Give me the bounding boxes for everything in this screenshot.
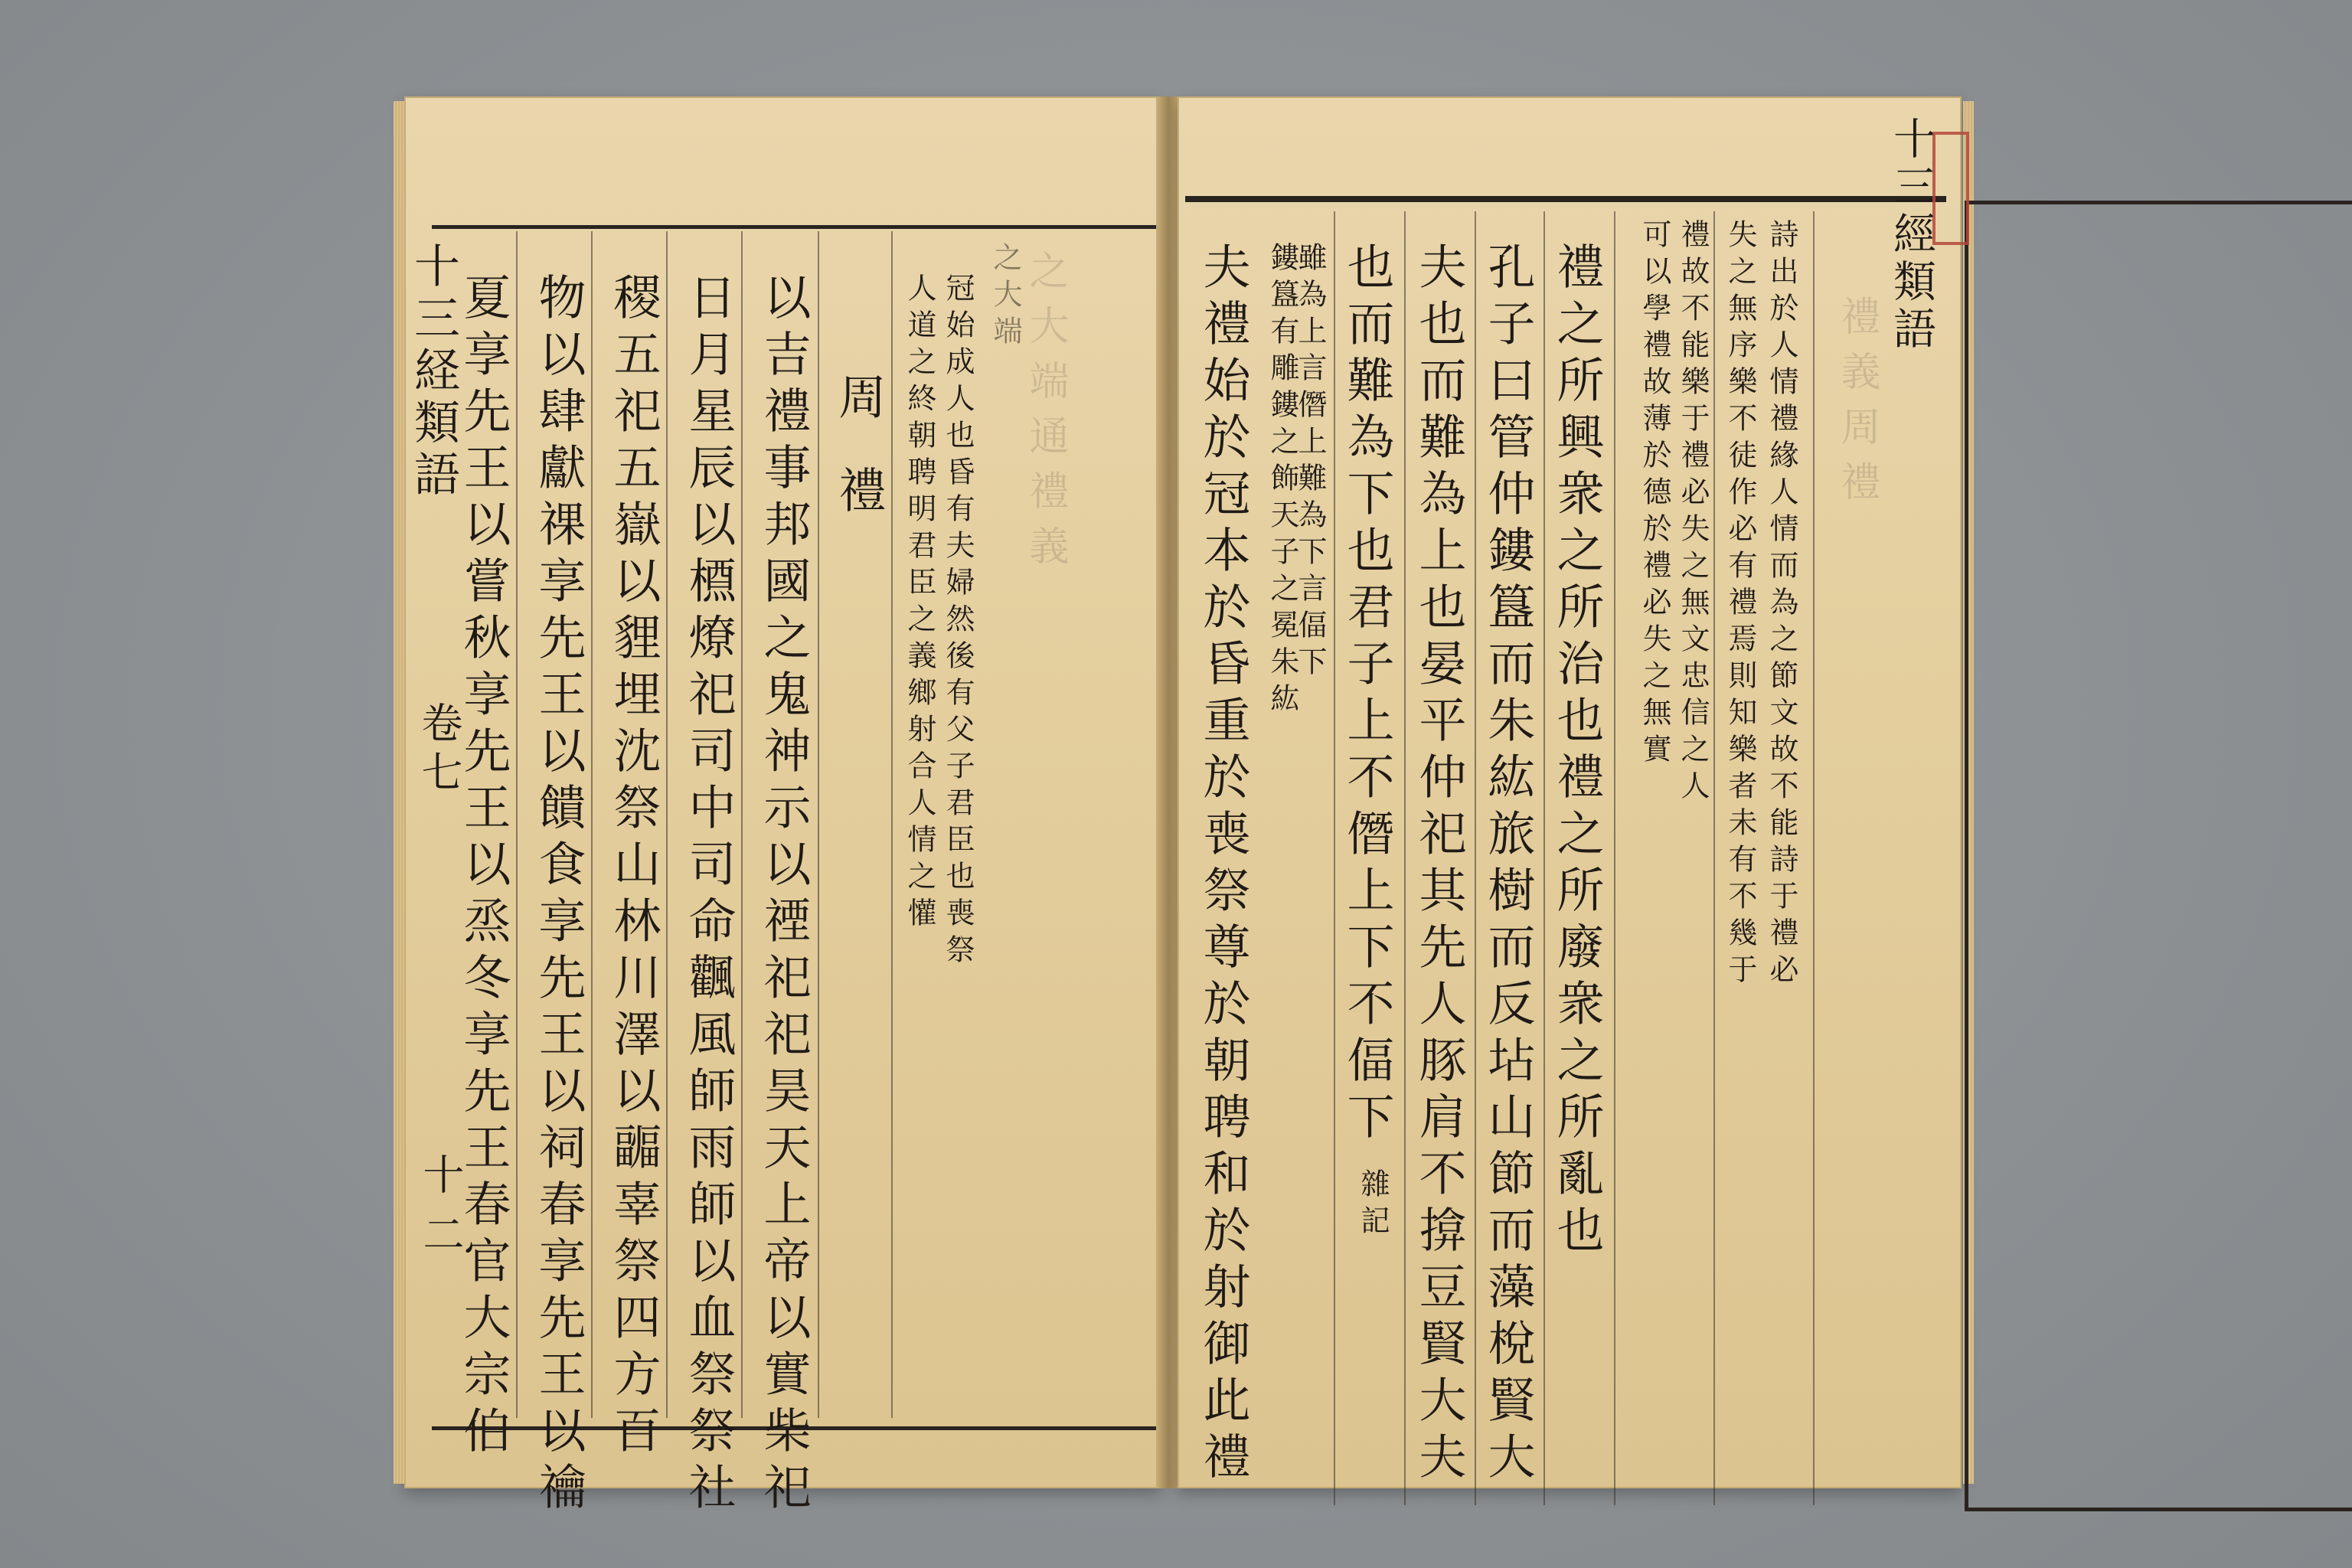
left-body-column-4: 物以肆獻祼享先王以饋食享先王以祠春享先王以禴 [531, 273, 586, 1519]
section-title: 周禮 [831, 372, 887, 559]
left-page: 十三経類語 卷七 十二 夏享先王以嘗秋享先王以烝冬享先王春官大宗伯 物以肆獻祼享先王以饋食享先王以祠春享先王以禴 稷五祀五嶽以貍埋沈祭山林川澤以疈辜祭四方百 日月星辰以槱燎祀司中司命飌風師雨師以血祭祭社 以吉禮事邦國之鬼神示以禋祀祀昊天上帝以實柴祀 周禮 人道之終朝聘明君臣之義鄉射合人情之懽 冠始成人也昏有夫婦然後有父子君臣也喪祭 之大端 之大端通禮義 [404, 96, 1162, 1488]
left-body-column-3: 稷五祀五嶽以貍埋沈祭山林川澤以疈辜祭四方百 [606, 273, 662, 1462]
open-book [404, 96, 1962, 1519]
right-page: 夫禮始於冠本於昏重於喪祭尊於朝聘和於射御此禮 鏤簋有雕鏤之飾天子之冕朱紘 雖為上言僭上難為下言偪下 也而難為下也君子上不僭上下不偪下 雜記 夫也而難為上也晏平仲祀其先人豚肩不揜豆賢大夫 孔子曰管仲鏤簋而朱紘旅樹而反坫山節而藻梲賢大 禮之所興衆之所治也禮之所廢衆之所亂也 可以學禮故薄於德於禮必失之無實 禮故不能樂于禮必失之無文忠信之人 失之無序樂不徒作必有禮焉則知樂者未有不幾于 詩出於人情禮緣人情而為之節文故不能詩于禮必 十三經類語 禮義周禮 [1178, 96, 1962, 1488]
right-column-4: 也而難為下也君子上不僭上下不偪下 [1339, 242, 1395, 1148]
right-commentary-4: 可以學禮故薄於德於禮必失之無實 [1638, 219, 1671, 770]
red-seal-stamp [1932, 132, 1969, 245]
left-body-column-1: 以吉禮事邦國之鬼神示以禋祀祀昊天上帝以實柴祀 [756, 273, 812, 1519]
right-note-column-1: 鏤簋有雕鏤之飾天子之冕朱紘 [1266, 242, 1299, 720]
right-column-1: 禮之所興衆之所治也禮之所廢衆之所亂也 [1549, 242, 1605, 1262]
margin-leaf-number: 十二 [416, 1153, 465, 1272]
right-column-3: 夫也而難為上也晏平仲祀其先人豚肩不揜豆賢大夫 [1411, 242, 1467, 1488]
right-column-2: 孔子曰管仲鏤簋而朱紘旅樹而反坫山節而藻梲賢大 [1480, 242, 1536, 1488]
left-page-edges [394, 101, 404, 1484]
intro-note-column-3: 之大端 [988, 242, 1022, 352]
right-header-rule [1185, 196, 1946, 202]
left-body-column-5: 夏享先王以嘗秋享先王以烝冬享先王春官大宗伯 [456, 273, 511, 1462]
right-commentary-2: 失之無序樂不徒作必有禮焉則知樂者未有不幾于 [1723, 219, 1757, 991]
right-column-5: 夫禮始於冠本於昏重於喪祭尊於朝聘和於射御此禮 [1195, 242, 1251, 1488]
right-header-title: 十三經類語 [1886, 116, 1936, 354]
right-commentary-1: 詩出於人情禮緣人情而為之節文故不能詩于禮必 [1765, 219, 1798, 991]
right-commentary-3: 禮故不能樂于禮必失之無文忠信之人 [1676, 219, 1710, 807]
intro-note-column-1: 冠始成人也昏有夫婦然後有父子君臣也喪祭 [941, 273, 975, 971]
margin-title: 十三経類語 [407, 242, 460, 502]
right-note-column-2: 雖為上言僭上難為下言偪下 [1293, 242, 1327, 683]
right-page-frame [1965, 201, 2352, 1511]
margin-volume: 卷七 [415, 701, 463, 799]
left-body-column-2: 日月星辰以槱燎祀司中司命飌風師雨師以血祭祭社 [681, 273, 737, 1519]
intro-note-column-2: 人道之終朝聘明君臣之義鄉射合人情之懽 [903, 273, 936, 934]
source-note: 雜記 [1356, 1168, 1390, 1242]
